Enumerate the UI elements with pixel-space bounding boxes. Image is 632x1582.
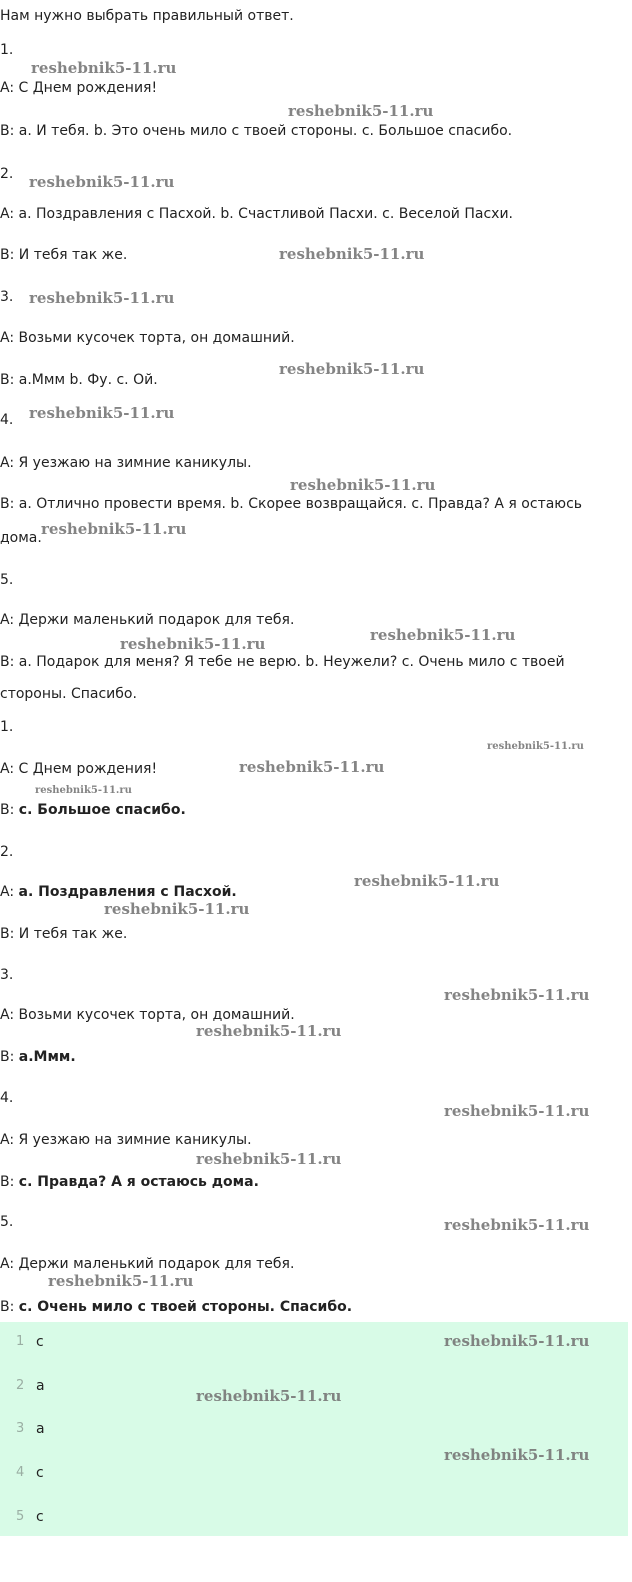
correct-answer: a. Поздравления с Пасхой.: [18, 884, 237, 900]
solution-number: 3.: [0, 967, 14, 983]
answer-value: c: [36, 1334, 44, 1350]
watermark: reshebnik5-11.ru: [31, 59, 177, 77]
answer-number: 4: [16, 1465, 25, 1480]
solution-line-a: [0, 882, 237, 902]
question-line-b: B: a. Подарок для меня? Я тебе не верю. b. Неужели? c. Очень мило с твоей: [0, 654, 565, 670]
watermark: reshebnik5-11.ru: [29, 404, 175, 422]
speaker-prefix: B:: [0, 1049, 19, 1065]
question-number: 5.: [0, 572, 14, 588]
watermark: reshebnik5-11.ru: [239, 758, 385, 776]
watermark: reshebnik5-11.ru: [279, 245, 425, 263]
solution-line-a: A: Держи маленький подарок для тебя.: [0, 1256, 295, 1272]
watermark: reshebnik5-11.ru: [120, 635, 266, 653]
watermark: reshebnik5-11.ru: [487, 741, 584, 752]
question-number: 1.: [0, 42, 14, 58]
correct-answer: c. Большое спасибо.: [18, 802, 186, 818]
answer-number: 2: [16, 1378, 25, 1393]
question-line-b: B: a. Отлично провести время. b. Скорее возвращайся. c. Правда? А я остаюсь: [0, 496, 583, 512]
watermark: reshebnik5-11.ru: [288, 102, 434, 120]
question-line-b: B: a. И тебя. b. Это очень мило с твоей стороны. c. Большое спасибо.: [0, 123, 513, 139]
speaker-prefix: B:: [0, 802, 19, 818]
watermark: reshebnik5-11.ru: [48, 1272, 194, 1290]
question-line-a: A: С Днем рождения!: [0, 80, 158, 96]
solution-line-b: [0, 1172, 259, 1192]
answer-value: c: [36, 1509, 44, 1525]
question-line-a: A: Держи маленький подарок для тебя.: [0, 612, 295, 628]
answer-value: a: [36, 1421, 45, 1437]
watermark: reshebnik5-11.ru: [29, 289, 175, 307]
watermark: reshebnik5-11.ru: [290, 476, 436, 494]
correct-answer: c. Очень мило с твоей стороны. Спасибо.: [18, 1299, 353, 1315]
answers-block: [0, 1322, 628, 1536]
watermark: reshebnik5-11.ru: [29, 173, 175, 191]
solution-line-a: A: Я уезжаю на зимние каникулы.: [0, 1132, 252, 1148]
intro-text: Нам нужно выбрать правильный ответ.: [0, 8, 294, 24]
watermark: reshebnik5-11.ru: [444, 986, 590, 1004]
solution-number: 1.: [0, 719, 14, 735]
watermark: reshebnik5-11.ru: [444, 1102, 590, 1120]
watermark: reshebnik5-11.ru: [354, 872, 500, 890]
watermark: reshebnik5-11.ru: [196, 1150, 342, 1168]
watermark: reshebnik5-11.ru: [370, 626, 516, 644]
solution-line-b: [0, 1297, 352, 1317]
answer-number: 5: [16, 1509, 25, 1524]
question-line-b-cont: дома.: [0, 530, 42, 546]
question-number: 4.: [0, 412, 14, 428]
question-number: 2.: [0, 166, 14, 182]
answer-value: c: [36, 1465, 44, 1481]
answer-number: 3: [16, 1421, 25, 1436]
watermark: reshebnik5-11.ru: [104, 900, 250, 918]
solution-number: 4.: [0, 1090, 14, 1106]
watermark: reshebnik5-11.ru: [279, 360, 425, 378]
solution-number: 2.: [0, 844, 14, 860]
speaker-prefix: B:: [0, 1299, 19, 1315]
watermark: reshebnik5-11.ru: [444, 1332, 590, 1350]
question-line-a: A: Я уезжаю на зимние каникулы.: [0, 455, 252, 471]
watermark: reshebnik5-11.ru: [444, 1446, 590, 1464]
watermark: reshebnik5-11.ru: [444, 1216, 590, 1234]
speaker-prefix: B:: [0, 1174, 19, 1190]
question-number: 3.: [0, 289, 14, 305]
watermark: reshebnik5-11.ru: [41, 520, 187, 538]
correct-answer: a.Ммм.: [18, 1049, 76, 1065]
solution-line-b: B: И тебя так же.: [0, 926, 128, 942]
question-line-a: A: Возьми кусочек торта, он домашний.: [0, 330, 295, 346]
answer-value: a: [36, 1378, 45, 1394]
speaker-prefix: A:: [0, 884, 19, 900]
watermark: reshebnik5-11.ru: [196, 1387, 342, 1405]
question-line-b-cont: стороны. Спасибо.: [0, 686, 137, 702]
solution-line-b: [0, 1047, 76, 1067]
question-line-b: B: И тебя так же.: [0, 247, 128, 263]
watermark: reshebnik5-11.ru: [196, 1022, 342, 1040]
correct-answer: c. Правда? А я остаюсь дома.: [18, 1174, 259, 1190]
answer-number: 1: [16, 1334, 25, 1349]
solution-line-a: A: С Днем рождения!: [0, 761, 158, 777]
watermark: reshebnik5-11.ru: [35, 785, 132, 796]
question-line-b: B: a.Ммм b. Фу. c. Ой.: [0, 372, 158, 388]
solution-number: 5.: [0, 1214, 14, 1230]
solution-line-b: [0, 800, 186, 820]
solution-line-a: A: Возьми кусочек торта, он домашний.: [0, 1007, 295, 1023]
question-line-a: A: a. Поздравления с Пасхой. b. Счастливой Пасхи. c. Веселой Пасхи.: [0, 206, 513, 222]
